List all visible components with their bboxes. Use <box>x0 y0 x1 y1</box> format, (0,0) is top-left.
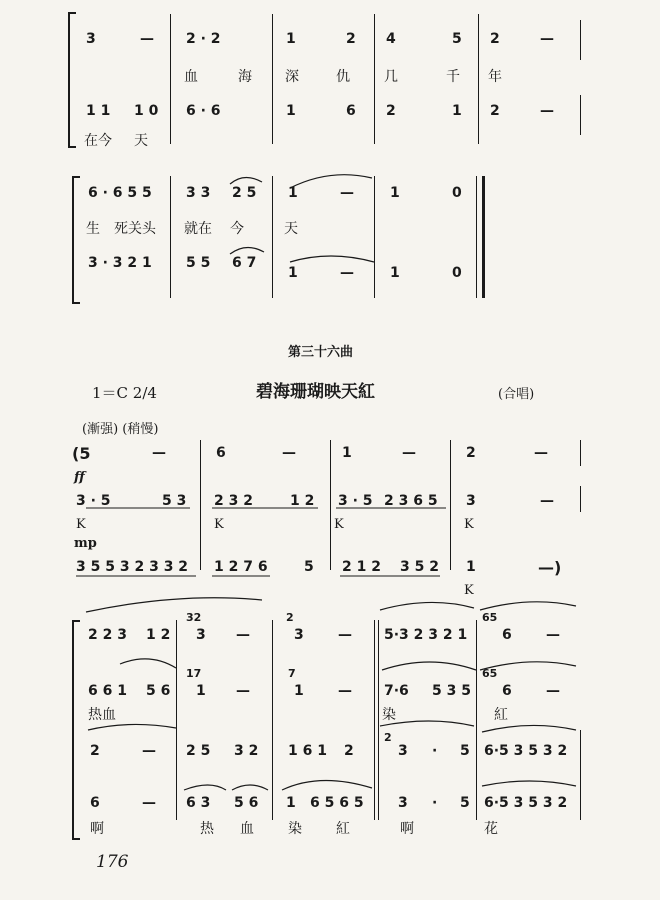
lyric: 深 <box>285 69 299 85</box>
tempo-marks: (漸强) (稍慢) <box>82 422 159 437</box>
note: 5 <box>452 31 462 47</box>
barline <box>176 620 177 820</box>
note: 2 · 2 <box>186 31 221 47</box>
note: 0 <box>452 185 462 201</box>
note: 1 0 <box>134 103 159 119</box>
note: 1 <box>288 265 298 281</box>
note: 65 <box>482 667 498 680</box>
note: 2 <box>384 731 392 744</box>
note: 5 3 5 <box>432 683 471 699</box>
barline <box>330 440 331 570</box>
barline <box>378 620 379 820</box>
accent-k: K <box>464 517 474 532</box>
note: 0 <box>452 265 462 281</box>
note: (5 <box>72 444 91 463</box>
note: 3 <box>398 743 408 759</box>
barline <box>580 730 581 820</box>
lyric: 就在 <box>184 221 212 237</box>
dash: — <box>540 31 554 47</box>
note: 1 <box>466 559 476 575</box>
lyric: 千 <box>446 69 460 85</box>
note: 3 5 5 3 2 3 3 2 <box>76 559 189 575</box>
final-barline <box>482 176 485 298</box>
note: 5 <box>460 795 470 811</box>
barline <box>476 620 477 820</box>
lyric: 啊 <box>90 821 104 837</box>
note: 6 6 1 <box>88 683 127 699</box>
barline <box>450 440 451 570</box>
barline <box>272 176 273 298</box>
dash: — <box>546 683 560 699</box>
note: 1 2 <box>290 493 315 509</box>
note: 5 6 <box>146 683 171 699</box>
note: 6·5 3 5 3 2 <box>484 743 568 759</box>
note: 7·6 <box>384 683 409 699</box>
barline <box>170 14 171 144</box>
note: 3 <box>86 31 96 47</box>
note: 1 6 1 <box>288 743 327 759</box>
barline <box>476 176 477 298</box>
dash: — <box>282 445 296 461</box>
barline <box>580 95 581 135</box>
note: 1 1 <box>86 103 111 119</box>
note: 2 3 6 5 <box>384 493 438 509</box>
accent-k: K <box>334 517 344 532</box>
barline <box>272 14 273 144</box>
note: 2 1 2 <box>342 559 381 575</box>
note: 1 <box>286 795 296 811</box>
note: 5 6 <box>234 795 259 811</box>
note: 1 <box>390 185 400 201</box>
note: 6 7 <box>232 255 257 271</box>
dash: — <box>236 627 250 643</box>
note: —) <box>538 558 562 577</box>
note: 65 <box>482 611 498 624</box>
dash: — <box>340 185 354 201</box>
lyric: 啊 <box>400 821 414 837</box>
note: 2 <box>386 103 396 119</box>
note: 1 <box>196 683 206 699</box>
note: 2 <box>466 445 476 461</box>
dash: — <box>338 683 352 699</box>
song-title: 碧海珊瑚映天紅 <box>256 382 375 402</box>
note: 32 <box>186 611 202 624</box>
lyric: 海 <box>238 69 252 85</box>
barline <box>374 620 375 820</box>
note: 6 <box>502 627 512 643</box>
note: 1 <box>390 265 400 281</box>
note: 5 <box>304 559 314 575</box>
barline <box>478 14 479 144</box>
lyric: 染 <box>382 707 396 723</box>
note: 3 <box>466 493 476 509</box>
dash: — <box>236 683 250 699</box>
note: 6 <box>90 795 100 811</box>
note: 5 3 <box>162 493 187 509</box>
note: 3 3 <box>186 185 211 201</box>
note: 2 3 2 <box>214 493 253 509</box>
note: 2 <box>346 31 356 47</box>
lyric: 今 <box>230 221 244 237</box>
barline <box>272 620 273 820</box>
note: 6·5 3 5 3 2 <box>484 795 568 811</box>
note: 2 <box>90 743 100 759</box>
note: 3 · 5 <box>338 493 373 509</box>
note: 5·3 2 3 2 1 <box>384 627 468 643</box>
note: 4 <box>386 31 396 47</box>
note: 6 3 <box>186 795 211 811</box>
note: 3 <box>294 627 304 643</box>
note: 3 · 3 2 1 <box>88 255 152 271</box>
performance-note: (合唱) <box>498 387 535 402</box>
accent-k: K <box>464 583 474 598</box>
barline <box>580 486 581 512</box>
note: 2 <box>490 103 500 119</box>
note: 6 <box>502 683 512 699</box>
dash: — <box>338 627 352 643</box>
dash: — <box>540 493 554 509</box>
note: 1 2 <box>146 627 171 643</box>
barline <box>200 440 201 570</box>
note: 17 <box>186 667 202 680</box>
note: 3 <box>196 627 206 643</box>
key-meter: 1＝C 2/4 <box>92 384 157 402</box>
dynamic-mark: ff <box>74 470 85 485</box>
note: 3 <box>398 795 408 811</box>
note: 1 <box>342 445 352 461</box>
note: 1 <box>286 103 296 119</box>
system-brace <box>72 620 80 840</box>
note: 6 · 6 <box>186 103 221 119</box>
lyric: 热 <box>200 821 214 837</box>
note: 2 5 <box>186 743 211 759</box>
note: 2 <box>286 611 294 624</box>
barline <box>374 14 375 144</box>
dash: — <box>402 445 416 461</box>
barline <box>374 176 375 298</box>
system-brace <box>68 12 76 148</box>
lyric: 在今 <box>84 133 112 149</box>
note: 1 <box>294 683 304 699</box>
note: 5 <box>460 743 470 759</box>
lyric: 天 <box>284 221 298 237</box>
note: 2 <box>490 31 500 47</box>
note: 3 5 2 <box>400 559 439 575</box>
dash: — <box>534 445 548 461</box>
accent-k: K <box>214 517 224 532</box>
note: 2 5 <box>232 185 257 201</box>
note: 1 <box>452 103 462 119</box>
lyric: 热血 <box>88 707 116 723</box>
lyric: 死关头 <box>114 221 156 237</box>
note: 1 <box>288 185 298 201</box>
dash: — <box>140 31 154 47</box>
dash: — <box>142 795 156 811</box>
note: · <box>432 743 438 759</box>
lyric: 紅 <box>494 707 508 723</box>
note: 6 <box>216 445 226 461</box>
note: 1 <box>286 31 296 47</box>
note: 2 2 3 <box>88 627 127 643</box>
barline <box>170 176 171 298</box>
note: 3 2 <box>234 743 259 759</box>
note: 6 <box>346 103 356 119</box>
lyric: 染 <box>288 821 302 837</box>
note: 1 2 7 6 <box>214 559 268 575</box>
dash: — <box>540 103 554 119</box>
lyric: 几 <box>384 69 398 85</box>
barline <box>580 440 581 466</box>
note: 7 <box>288 667 296 680</box>
note: 5 5 <box>186 255 211 271</box>
note: 6 5 6 5 <box>310 795 364 811</box>
lyric: 紅 <box>336 821 350 837</box>
accent-k: K <box>76 517 86 532</box>
dash: — <box>546 627 560 643</box>
dash: — <box>340 265 354 281</box>
lyric: 血 <box>240 821 254 837</box>
lyric: 花 <box>484 821 498 837</box>
barline <box>580 20 581 60</box>
system-brace <box>72 176 80 304</box>
note: 3 · 5 <box>76 493 111 509</box>
note: 6 · 6 5 5 <box>88 185 152 201</box>
lyric: 年 <box>488 69 502 85</box>
lyric: 生 <box>86 221 100 237</box>
lyric: 仇 <box>336 69 350 85</box>
dynamic-mark: mp <box>74 536 97 551</box>
page-number: 176 <box>96 852 129 872</box>
note: 2 <box>344 743 354 759</box>
dash: — <box>142 743 156 759</box>
song-number-heading: 第三十六曲 <box>288 345 354 360</box>
dash: — <box>152 445 166 461</box>
lyric: 天 <box>134 133 148 149</box>
lyric: 血 <box>184 69 198 85</box>
note: · <box>432 795 438 811</box>
